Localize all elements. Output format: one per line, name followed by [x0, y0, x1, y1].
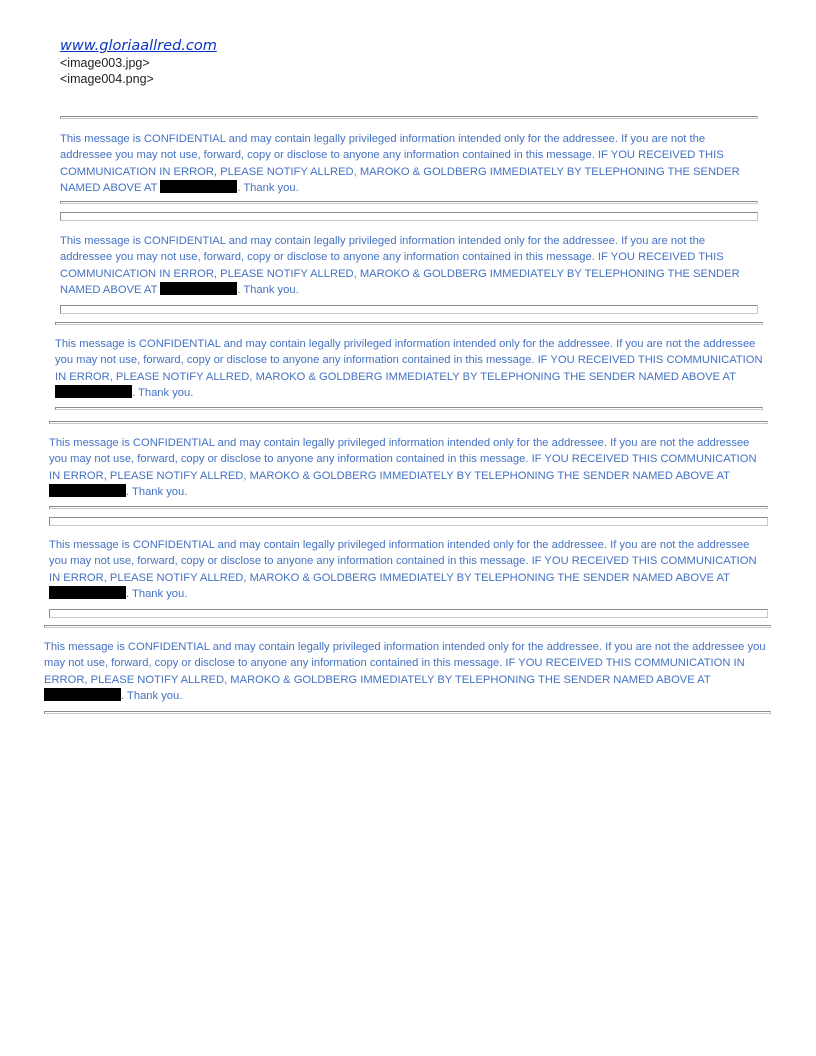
redacted-phone-number [49, 484, 126, 497]
redacted-phone-number [160, 180, 237, 193]
notice-text: This message is CONFIDENTIAL and may contain legally privileged information intended only for the addressee. If you are not the addressee you may not use, forward, copy or disclose to anyone any information contained in this message. IF YOU RECEIVED THIS COMMUNICATION IN ERROR, PLEASE NOTIFY ALLRED, MAROKO & GOLDBERG IMMEDIATELY BY TELEPHONING THE SENDER NAMED ABOVE AT [60, 235, 740, 297]
divider [60, 116, 758, 119]
website-link[interactable]: www.gloriaallred.com [60, 38, 217, 54]
divider [44, 625, 771, 628]
redacted-phone-number [55, 385, 132, 398]
confidentiality-notice [49, 537, 768, 603]
divider-group-1 [60, 201, 758, 221]
notice-text: This message is CONFIDENTIAL and may contain legally privileged information intended only for the addressee. If you are not the addressee you may not use, forward, copy or disclose to anyone any information contained in this message. IF YOU RECEIVED THIS COMMUNICATION IN ERROR, PLEASE NOTIFY ALLRED, MAROKO & GOLDBERG IMMEDIATELY BY TELEPHONING THE SENDER NAMED ABOVE AT [49, 437, 757, 482]
redacted-phone-number [160, 282, 237, 295]
notice-text: This message is CONFIDENTIAL and may contain legally privileged information intended only for the addressee. If you are not the addressee you may not use, forward, copy or disclose to anyone any information contained in this message. IF YOU RECEIVED THIS COMMUNICATION IN ERROR, PLEASE NOTIFY ALLRED, MAROKO & GOLDBERG IMMEDIATELY BY TELEPHONING THE SENDER NAMED ABOVE AT [49, 539, 757, 584]
notice-text-end: . Thank you. [126, 486, 188, 499]
divider-group-2 [60, 305, 758, 314]
divider [49, 506, 768, 509]
redacted-phone-number [49, 586, 126, 599]
disclaimer-section-3 [55, 322, 763, 402]
divider [49, 421, 768, 424]
divider [60, 305, 758, 314]
disclaimer-section-6 [44, 625, 771, 705]
notice-text: This message is CONFIDENTIAL and may contain legally privileged information intended only for the addressee. If you are not the addressee you may not use, forward, copy or disclose to anyone any information contained in this message. IF YOU RECEIVED THIS COMMUNICATION IN ERROR, PLEASE NOTIFY ALLRED, MAROKO & GOLDBERG IMMEDIATELY BY TELEPHONING THE SENDER NAMED ABOVE AT [55, 338, 763, 383]
divider [49, 609, 768, 618]
attachment-image004[interactable]: <image004.png> [60, 72, 154, 86]
confidentiality-notice [49, 435, 768, 501]
divider [55, 322, 763, 325]
disclaimer-section-1 [60, 116, 758, 197]
notice-text-end: . Thank you. [237, 182, 299, 195]
notice-text-end: . Thank you. [121, 690, 183, 703]
divider [60, 212, 758, 221]
confidentiality-notice [44, 639, 771, 705]
redacted-phone-number [44, 688, 121, 701]
notice-text-end: . Thank you. [132, 387, 194, 400]
divider [49, 517, 768, 526]
attachment-image003[interactable]: <image003.jpg> [60, 56, 150, 70]
divider-group-3 [55, 407, 763, 410]
disclaimer-section-5 [49, 537, 768, 603]
divider [60, 201, 758, 204]
divider [44, 711, 771, 714]
disclaimer-section-4 [49, 421, 768, 501]
divider-group-5 [49, 609, 768, 618]
confidentiality-notice [60, 233, 758, 299]
notice-text: This message is CONFIDENTIAL and may contain legally privileged information intended only for the addressee. If you are not the addressee you may not use, forward, copy or disclose to anyone any information contained in this message. IF YOU RECEIVED THIS COMMUNICATION IN ERROR, PLEASE NOTIFY ALLRED, MAROKO & GOLDBERG IMMEDIATELY BY TELEPHONING THE SENDER NAMED ABOVE AT [60, 133, 740, 195]
divider-group-4 [49, 506, 768, 526]
notice-text: This message is CONFIDENTIAL and may contain legally privileged information intended only for the addressee. If you are not the addressee you may not use, forward, copy or disclose to anyone any information contained in this message. IF YOU RECEIVED THIS COMMUNICATION IN ERROR, PLEASE NOTIFY ALLRED, MAROKO & GOLDBERG IMMEDIATELY BY TELEPHONING THE SENDER NAMED ABOVE AT [44, 641, 766, 686]
disclaimer-section-2 [60, 233, 758, 299]
divider-group-6 [44, 711, 771, 714]
divider [55, 407, 763, 410]
notice-text-end: . Thank you. [237, 284, 299, 297]
notice-text-end: . Thank you. [126, 588, 188, 601]
confidentiality-notice [60, 131, 758, 197]
confidentiality-notice [55, 336, 763, 402]
email-header [60, 37, 217, 87]
